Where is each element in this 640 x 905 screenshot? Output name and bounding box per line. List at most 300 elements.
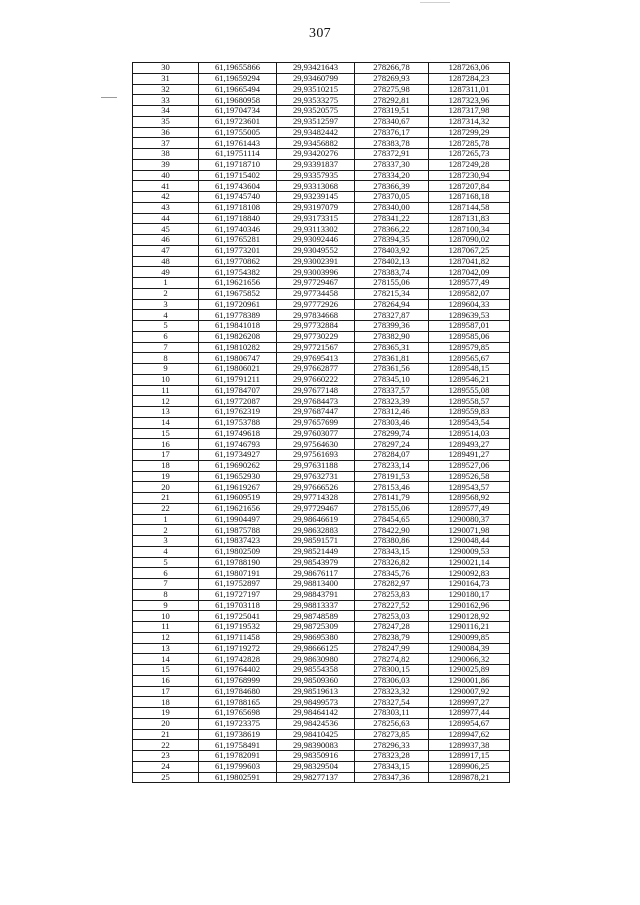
- point-number-cell: 19: [133, 471, 199, 482]
- x-coordinate-cell: 278155,06: [355, 503, 429, 514]
- longitude-cell: 29,93357935: [277, 170, 355, 181]
- latitude-cell: 61,19690262: [199, 460, 277, 471]
- y-coordinate-cell: 1290025,89: [429, 665, 510, 676]
- longitude-cell: 29,97660222: [277, 374, 355, 385]
- longitude-cell: 29,98632883: [277, 525, 355, 536]
- point-number-cell: 47: [133, 245, 199, 256]
- x-coordinate-cell: 278376,17: [355, 127, 429, 138]
- y-coordinate-cell: 1287042,09: [429, 267, 510, 278]
- latitude-cell: 61,19745740: [199, 192, 277, 203]
- x-coordinate-cell: 278334,20: [355, 170, 429, 181]
- table-row: [133, 525, 510, 536]
- table-row: [133, 718, 510, 729]
- table-row: [133, 256, 510, 267]
- y-coordinate-cell: 1289977,44: [429, 708, 510, 719]
- x-coordinate-cell: 278284,07: [355, 450, 429, 461]
- y-coordinate-cell: 1287207,84: [429, 181, 510, 192]
- x-coordinate-cell: 278297,24: [355, 439, 429, 450]
- x-coordinate-cell: 278300,15: [355, 665, 429, 676]
- latitude-cell: 61,19738619: [199, 729, 277, 740]
- longitude-cell: 29,98521449: [277, 546, 355, 557]
- point-number-cell: 4: [133, 310, 199, 321]
- latitude-cell: 61,19703118: [199, 600, 277, 611]
- point-number-cell: 16: [133, 439, 199, 450]
- x-coordinate-cell: 278292,81: [355, 95, 429, 106]
- longitude-cell: 29,98725309: [277, 622, 355, 633]
- point-number-cell: 32: [133, 84, 199, 95]
- point-number-cell: 1: [133, 278, 199, 289]
- y-coordinate-cell: 1289546,21: [429, 374, 510, 385]
- y-coordinate-cell: 1287100,34: [429, 224, 510, 235]
- x-coordinate-cell: 278299,74: [355, 428, 429, 439]
- x-coordinate-cell: 278247,28: [355, 622, 429, 633]
- y-coordinate-cell: 1289543,54: [429, 417, 510, 428]
- table-row: [133, 84, 510, 95]
- table-row: [133, 95, 510, 106]
- latitude-cell: 61,19755005: [199, 127, 277, 138]
- longitude-cell: 29,97714328: [277, 493, 355, 504]
- point-number-cell: 5: [133, 321, 199, 332]
- y-coordinate-cell: 1289527,06: [429, 460, 510, 471]
- point-number-cell: 13: [133, 407, 199, 418]
- table-row: [133, 192, 510, 203]
- latitude-cell: 61,19665494: [199, 84, 277, 95]
- longitude-cell: 29,97772926: [277, 299, 355, 310]
- x-coordinate-cell: 278402,13: [355, 256, 429, 267]
- table-row: [133, 772, 510, 783]
- longitude-cell: 29,97564630: [277, 439, 355, 450]
- y-coordinate-cell: 1289568,92: [429, 493, 510, 504]
- latitude-cell: 61,19715402: [199, 170, 277, 181]
- point-number-cell: 2: [133, 288, 199, 299]
- table-row: [133, 149, 510, 160]
- longitude-cell: 29,93313068: [277, 181, 355, 192]
- y-coordinate-cell: 1290007,92: [429, 686, 510, 697]
- y-coordinate-cell: 1289587,01: [429, 321, 510, 332]
- latitude-cell: 61,19802509: [199, 546, 277, 557]
- point-number-cell: 14: [133, 654, 199, 665]
- latitude-cell: 61,19734927: [199, 450, 277, 461]
- point-number-cell: 19: [133, 708, 199, 719]
- x-coordinate-cell: 278296,33: [355, 740, 429, 751]
- y-coordinate-cell: 1289585,06: [429, 331, 510, 342]
- longitude-cell: 29,97834668: [277, 310, 355, 321]
- table-row: [133, 665, 510, 676]
- y-coordinate-cell: 1289491,27: [429, 450, 510, 461]
- y-coordinate-cell: 1290009,53: [429, 546, 510, 557]
- y-coordinate-cell: 1289937,38: [429, 740, 510, 751]
- x-coordinate-cell: 278337,30: [355, 159, 429, 170]
- table-row: [133, 267, 510, 278]
- y-coordinate-cell: 1290116,21: [429, 622, 510, 633]
- longitude-cell: 29,93421643: [277, 63, 355, 74]
- latitude-cell: 61,19749618: [199, 428, 277, 439]
- longitude-cell: 29,93420276: [277, 149, 355, 160]
- point-number-cell: 25: [133, 772, 199, 783]
- latitude-cell: 61,19718840: [199, 213, 277, 224]
- point-number-cell: 11: [133, 385, 199, 396]
- point-number-cell: 48: [133, 256, 199, 267]
- table-row: [133, 439, 510, 450]
- longitude-cell: 29,98646619: [277, 514, 355, 525]
- y-coordinate-cell: 1290071,98: [429, 525, 510, 536]
- y-coordinate-cell: 1290099,85: [429, 632, 510, 643]
- x-coordinate-cell: 278274,82: [355, 654, 429, 665]
- y-coordinate-cell: 1287314,32: [429, 116, 510, 127]
- point-number-cell: 14: [133, 417, 199, 428]
- point-number-cell: 6: [133, 568, 199, 579]
- x-coordinate-cell: 278273,85: [355, 729, 429, 740]
- y-coordinate-cell: 1287144,58: [429, 202, 510, 213]
- y-coordinate-cell: 1289997,27: [429, 697, 510, 708]
- table-row: [133, 643, 510, 654]
- point-number-cell: 8: [133, 353, 199, 364]
- y-coordinate-cell: 1287090,02: [429, 235, 510, 246]
- latitude-cell: 61,19727197: [199, 589, 277, 600]
- latitude-cell: 61,19719272: [199, 643, 277, 654]
- longitude-cell: 29,97657699: [277, 417, 355, 428]
- latitude-cell: 61,19772087: [199, 396, 277, 407]
- latitude-cell: 61,19765281: [199, 235, 277, 246]
- table-row: [133, 213, 510, 224]
- y-coordinate-cell: 1290164,73: [429, 579, 510, 590]
- longitude-cell: 29,98424536: [277, 718, 355, 729]
- latitude-cell: 61,19704734: [199, 106, 277, 117]
- y-coordinate-cell: 1287041,82: [429, 256, 510, 267]
- longitude-cell: 29,97687447: [277, 407, 355, 418]
- longitude-cell: 29,98676117: [277, 568, 355, 579]
- longitude-cell: 29,98410425: [277, 729, 355, 740]
- point-number-cell: 44: [133, 213, 199, 224]
- longitude-cell: 29,93173315: [277, 213, 355, 224]
- latitude-cell: 61,19754382: [199, 267, 277, 278]
- table-row: [133, 708, 510, 719]
- x-coordinate-cell: 278303,11: [355, 708, 429, 719]
- x-coordinate-cell: 278247,99: [355, 643, 429, 654]
- x-coordinate-cell: 278345,76: [355, 568, 429, 579]
- point-number-cell: 4: [133, 546, 199, 557]
- latitude-cell: 61,19806021: [199, 364, 277, 375]
- x-coordinate-cell: 278266,78: [355, 63, 429, 74]
- longitude-cell: 29,98499573: [277, 697, 355, 708]
- point-number-cell: 37: [133, 138, 199, 149]
- latitude-cell: 61,19723601: [199, 116, 277, 127]
- latitude-cell: 61,19758491: [199, 740, 277, 751]
- table-row: [133, 235, 510, 246]
- longitude-cell: 29,93533275: [277, 95, 355, 106]
- latitude-cell: 61,19799603: [199, 761, 277, 772]
- point-number-cell: 13: [133, 643, 199, 654]
- y-coordinate-cell: 1287249,28: [429, 159, 510, 170]
- y-coordinate-cell: 1287230,94: [429, 170, 510, 181]
- x-coordinate-cell: 278303,46: [355, 417, 429, 428]
- table-row: [133, 460, 510, 471]
- latitude-cell: 61,19753788: [199, 417, 277, 428]
- y-coordinate-cell: 1290080,37: [429, 514, 510, 525]
- point-number-cell: 21: [133, 493, 199, 504]
- table-row: [133, 396, 510, 407]
- table-row: [133, 159, 510, 170]
- latitude-cell: 61,19740346: [199, 224, 277, 235]
- x-coordinate-cell: 278340,67: [355, 116, 429, 127]
- table-row: [133, 170, 510, 181]
- point-number-cell: 10: [133, 611, 199, 622]
- x-coordinate-cell: 278326,82: [355, 557, 429, 568]
- latitude-cell: 61,19619267: [199, 482, 277, 493]
- y-coordinate-cell: 1289493,27: [429, 439, 510, 450]
- longitude-cell: 29,97730229: [277, 331, 355, 342]
- point-number-cell: 45: [133, 224, 199, 235]
- x-coordinate-cell: 278141,79: [355, 493, 429, 504]
- y-coordinate-cell: 1289604,33: [429, 299, 510, 310]
- table-row: [133, 632, 510, 643]
- y-coordinate-cell: 1290001,86: [429, 675, 510, 686]
- x-coordinate-cell: 278319,51: [355, 106, 429, 117]
- longitude-cell: 29,93239145: [277, 192, 355, 203]
- page-number: 307: [309, 26, 331, 41]
- table-row: [133, 106, 510, 117]
- x-coordinate-cell: 278422,90: [355, 525, 429, 536]
- y-coordinate-cell: 1289526,58: [429, 471, 510, 482]
- longitude-cell: 29,98591571: [277, 536, 355, 547]
- longitude-cell: 29,97734458: [277, 288, 355, 299]
- latitude-cell: 61,19826208: [199, 331, 277, 342]
- x-coordinate-cell: 278365,31: [355, 342, 429, 353]
- latitude-cell: 61,19718710: [199, 159, 277, 170]
- longitude-cell: 29,98666125: [277, 643, 355, 654]
- longitude-cell: 29,93510215: [277, 84, 355, 95]
- point-number-cell: 10: [133, 374, 199, 385]
- point-number-cell: 3: [133, 536, 199, 547]
- longitude-cell: 29,97631188: [277, 460, 355, 471]
- point-number-cell: 15: [133, 428, 199, 439]
- latitude-cell: 61,19768999: [199, 675, 277, 686]
- y-coordinate-cell: 1287285,78: [429, 138, 510, 149]
- table-row: [133, 116, 510, 127]
- longitude-cell: 29,93520575: [277, 106, 355, 117]
- point-number-cell: 7: [133, 579, 199, 590]
- table-row: [133, 514, 510, 525]
- x-coordinate-cell: 278337,57: [355, 385, 429, 396]
- point-number-cell: 18: [133, 697, 199, 708]
- x-coordinate-cell: 278153,46: [355, 482, 429, 493]
- latitude-cell: 61,19837423: [199, 536, 277, 547]
- point-number-cell: 22: [133, 503, 199, 514]
- longitude-cell: 29,93113302: [277, 224, 355, 235]
- point-number-cell: 1: [133, 514, 199, 525]
- y-coordinate-cell: 1289639,53: [429, 310, 510, 321]
- y-coordinate-cell: 1289954,67: [429, 718, 510, 729]
- longitude-cell: 29,97732884: [277, 321, 355, 332]
- longitude-cell: 29,97695413: [277, 353, 355, 364]
- y-coordinate-cell: 1290162,96: [429, 600, 510, 611]
- point-number-cell: 49: [133, 267, 199, 278]
- y-coordinate-cell: 1290021,14: [429, 557, 510, 568]
- point-number-cell: 11: [133, 622, 199, 633]
- latitude-cell: 61,19782091: [199, 751, 277, 762]
- table-row: [133, 482, 510, 493]
- x-coordinate-cell: 278394,35: [355, 235, 429, 246]
- latitude-cell: 61,19652930: [199, 471, 277, 482]
- longitude-cell: 29,98695380: [277, 632, 355, 643]
- longitude-cell: 29,97677148: [277, 385, 355, 396]
- y-coordinate-cell: 1289582,07: [429, 288, 510, 299]
- x-coordinate-cell: 278155,06: [355, 278, 429, 289]
- longitude-cell: 29,98843791: [277, 589, 355, 600]
- latitude-cell: 61,19719532: [199, 622, 277, 633]
- latitude-cell: 61,19788165: [199, 697, 277, 708]
- x-coordinate-cell: 278256,63: [355, 718, 429, 729]
- longitude-cell: 29,97684473: [277, 396, 355, 407]
- x-coordinate-cell: 278347,36: [355, 772, 429, 783]
- table-row: [133, 450, 510, 461]
- table-row: [133, 310, 510, 321]
- point-number-cell: 3: [133, 299, 199, 310]
- longitude-cell: 29,98277137: [277, 772, 355, 783]
- longitude-cell: 29,98509360: [277, 675, 355, 686]
- x-coordinate-cell: 278343,15: [355, 546, 429, 557]
- latitude-cell: 61,19675852: [199, 288, 277, 299]
- latitude-cell: 61,19764402: [199, 665, 277, 676]
- table-row: [133, 385, 510, 396]
- point-number-cell: 40: [133, 170, 199, 181]
- x-coordinate-cell: 278380,86: [355, 536, 429, 547]
- table-row: [133, 675, 510, 686]
- y-coordinate-cell: 1290084,39: [429, 643, 510, 654]
- longitude-cell: 29,98390083: [277, 740, 355, 751]
- y-coordinate-cell: 1289548,15: [429, 364, 510, 375]
- table-row: [133, 278, 510, 289]
- longitude-cell: 29,97561693: [277, 450, 355, 461]
- latitude-cell: 61,19802591: [199, 772, 277, 783]
- point-number-cell: 43: [133, 202, 199, 213]
- latitude-cell: 61,19875788: [199, 525, 277, 536]
- x-coordinate-cell: 278323,39: [355, 396, 429, 407]
- longitude-cell: 29,98813337: [277, 600, 355, 611]
- table-row: [133, 503, 510, 514]
- x-coordinate-cell: 278264,94: [355, 299, 429, 310]
- table-row: [133, 600, 510, 611]
- y-coordinate-cell: 1289558,57: [429, 396, 510, 407]
- longitude-cell: 29,97729467: [277, 278, 355, 289]
- longitude-cell: 29,93456882: [277, 138, 355, 149]
- x-coordinate-cell: 278366,22: [355, 224, 429, 235]
- x-coordinate-cell: 278227,52: [355, 600, 429, 611]
- longitude-cell: 29,98543979: [277, 557, 355, 568]
- table-row: [133, 138, 510, 149]
- table-row: [133, 299, 510, 310]
- y-coordinate-cell: 1289543,57: [429, 482, 510, 493]
- x-coordinate-cell: 278323,32: [355, 686, 429, 697]
- x-coordinate-cell: 278340,00: [355, 202, 429, 213]
- scan-mark: [101, 97, 117, 98]
- longitude-cell: 29,98329504: [277, 761, 355, 772]
- latitude-cell: 61,19621656: [199, 278, 277, 289]
- table-row: [133, 568, 510, 579]
- table-row: [133, 321, 510, 332]
- y-coordinate-cell: 1287168,18: [429, 192, 510, 203]
- table-row: [133, 546, 510, 557]
- longitude-cell: 29,93197079: [277, 202, 355, 213]
- table-row: [133, 342, 510, 353]
- longitude-cell: 29,97632731: [277, 471, 355, 482]
- table-row: [133, 407, 510, 418]
- table-row: [133, 622, 510, 633]
- longitude-cell: 29,98350916: [277, 751, 355, 762]
- latitude-cell: 61,19720961: [199, 299, 277, 310]
- table-row: [133, 202, 510, 213]
- scan-mark-top: [420, 2, 450, 3]
- table-row: [133, 686, 510, 697]
- latitude-cell: 61,19841018: [199, 321, 277, 332]
- y-coordinate-cell: 1289579,85: [429, 342, 510, 353]
- table-row: [133, 536, 510, 547]
- longitude-cell: 29,97603077: [277, 428, 355, 439]
- table-row: [133, 364, 510, 375]
- longitude-cell: 29,93049552: [277, 245, 355, 256]
- x-coordinate-cell: 278366,39: [355, 181, 429, 192]
- point-number-cell: 18: [133, 460, 199, 471]
- latitude-cell: 61,19778389: [199, 310, 277, 321]
- point-number-cell: 16: [133, 675, 199, 686]
- table-row: [133, 73, 510, 84]
- longitude-cell: 29,93092446: [277, 235, 355, 246]
- longitude-cell: 29,93003996: [277, 267, 355, 278]
- latitude-cell: 61,19711458: [199, 632, 277, 643]
- x-coordinate-cell: 278370,05: [355, 192, 429, 203]
- point-number-cell: 42: [133, 192, 199, 203]
- point-number-cell: 33: [133, 95, 199, 106]
- longitude-cell: 29,93512597: [277, 116, 355, 127]
- point-number-cell: 38: [133, 149, 199, 160]
- latitude-cell: 61,19723375: [199, 718, 277, 729]
- table-row: [133, 331, 510, 342]
- x-coordinate-cell: 278282,97: [355, 579, 429, 590]
- point-number-cell: 31: [133, 73, 199, 84]
- y-coordinate-cell: 1290048,44: [429, 536, 510, 547]
- table-row: [133, 761, 510, 772]
- point-number-cell: 15: [133, 665, 199, 676]
- y-coordinate-cell: 1287265,73: [429, 149, 510, 160]
- point-number-cell: 36: [133, 127, 199, 138]
- latitude-cell: 61,19791211: [199, 374, 277, 385]
- x-coordinate-cell: 278323,28: [355, 751, 429, 762]
- y-coordinate-cell: 1287067,25: [429, 245, 510, 256]
- latitude-cell: 61,19680958: [199, 95, 277, 106]
- table-row: [133, 611, 510, 622]
- point-number-cell: 12: [133, 632, 199, 643]
- longitude-cell: 29,93002391: [277, 256, 355, 267]
- latitude-cell: 61,19659294: [199, 73, 277, 84]
- point-number-cell: 20: [133, 718, 199, 729]
- latitude-cell: 61,19761443: [199, 138, 277, 149]
- point-number-cell: 39: [133, 159, 199, 170]
- point-number-cell: 23: [133, 751, 199, 762]
- point-number-cell: 8: [133, 589, 199, 600]
- y-coordinate-cell: 1287131,83: [429, 213, 510, 224]
- y-coordinate-cell: 1290066,32: [429, 654, 510, 665]
- x-coordinate-cell: 278191,53: [355, 471, 429, 482]
- latitude-cell: 61,19788190: [199, 557, 277, 568]
- x-coordinate-cell: 278312,46: [355, 407, 429, 418]
- y-coordinate-cell: 1289565,67: [429, 353, 510, 364]
- table-row: [133, 697, 510, 708]
- y-coordinate-cell: 1289917,15: [429, 751, 510, 762]
- longitude-cell: 29,93482442: [277, 127, 355, 138]
- table-row: [133, 654, 510, 665]
- longitude-cell: 29,98554358: [277, 665, 355, 676]
- latitude-cell: 61,19904497: [199, 514, 277, 525]
